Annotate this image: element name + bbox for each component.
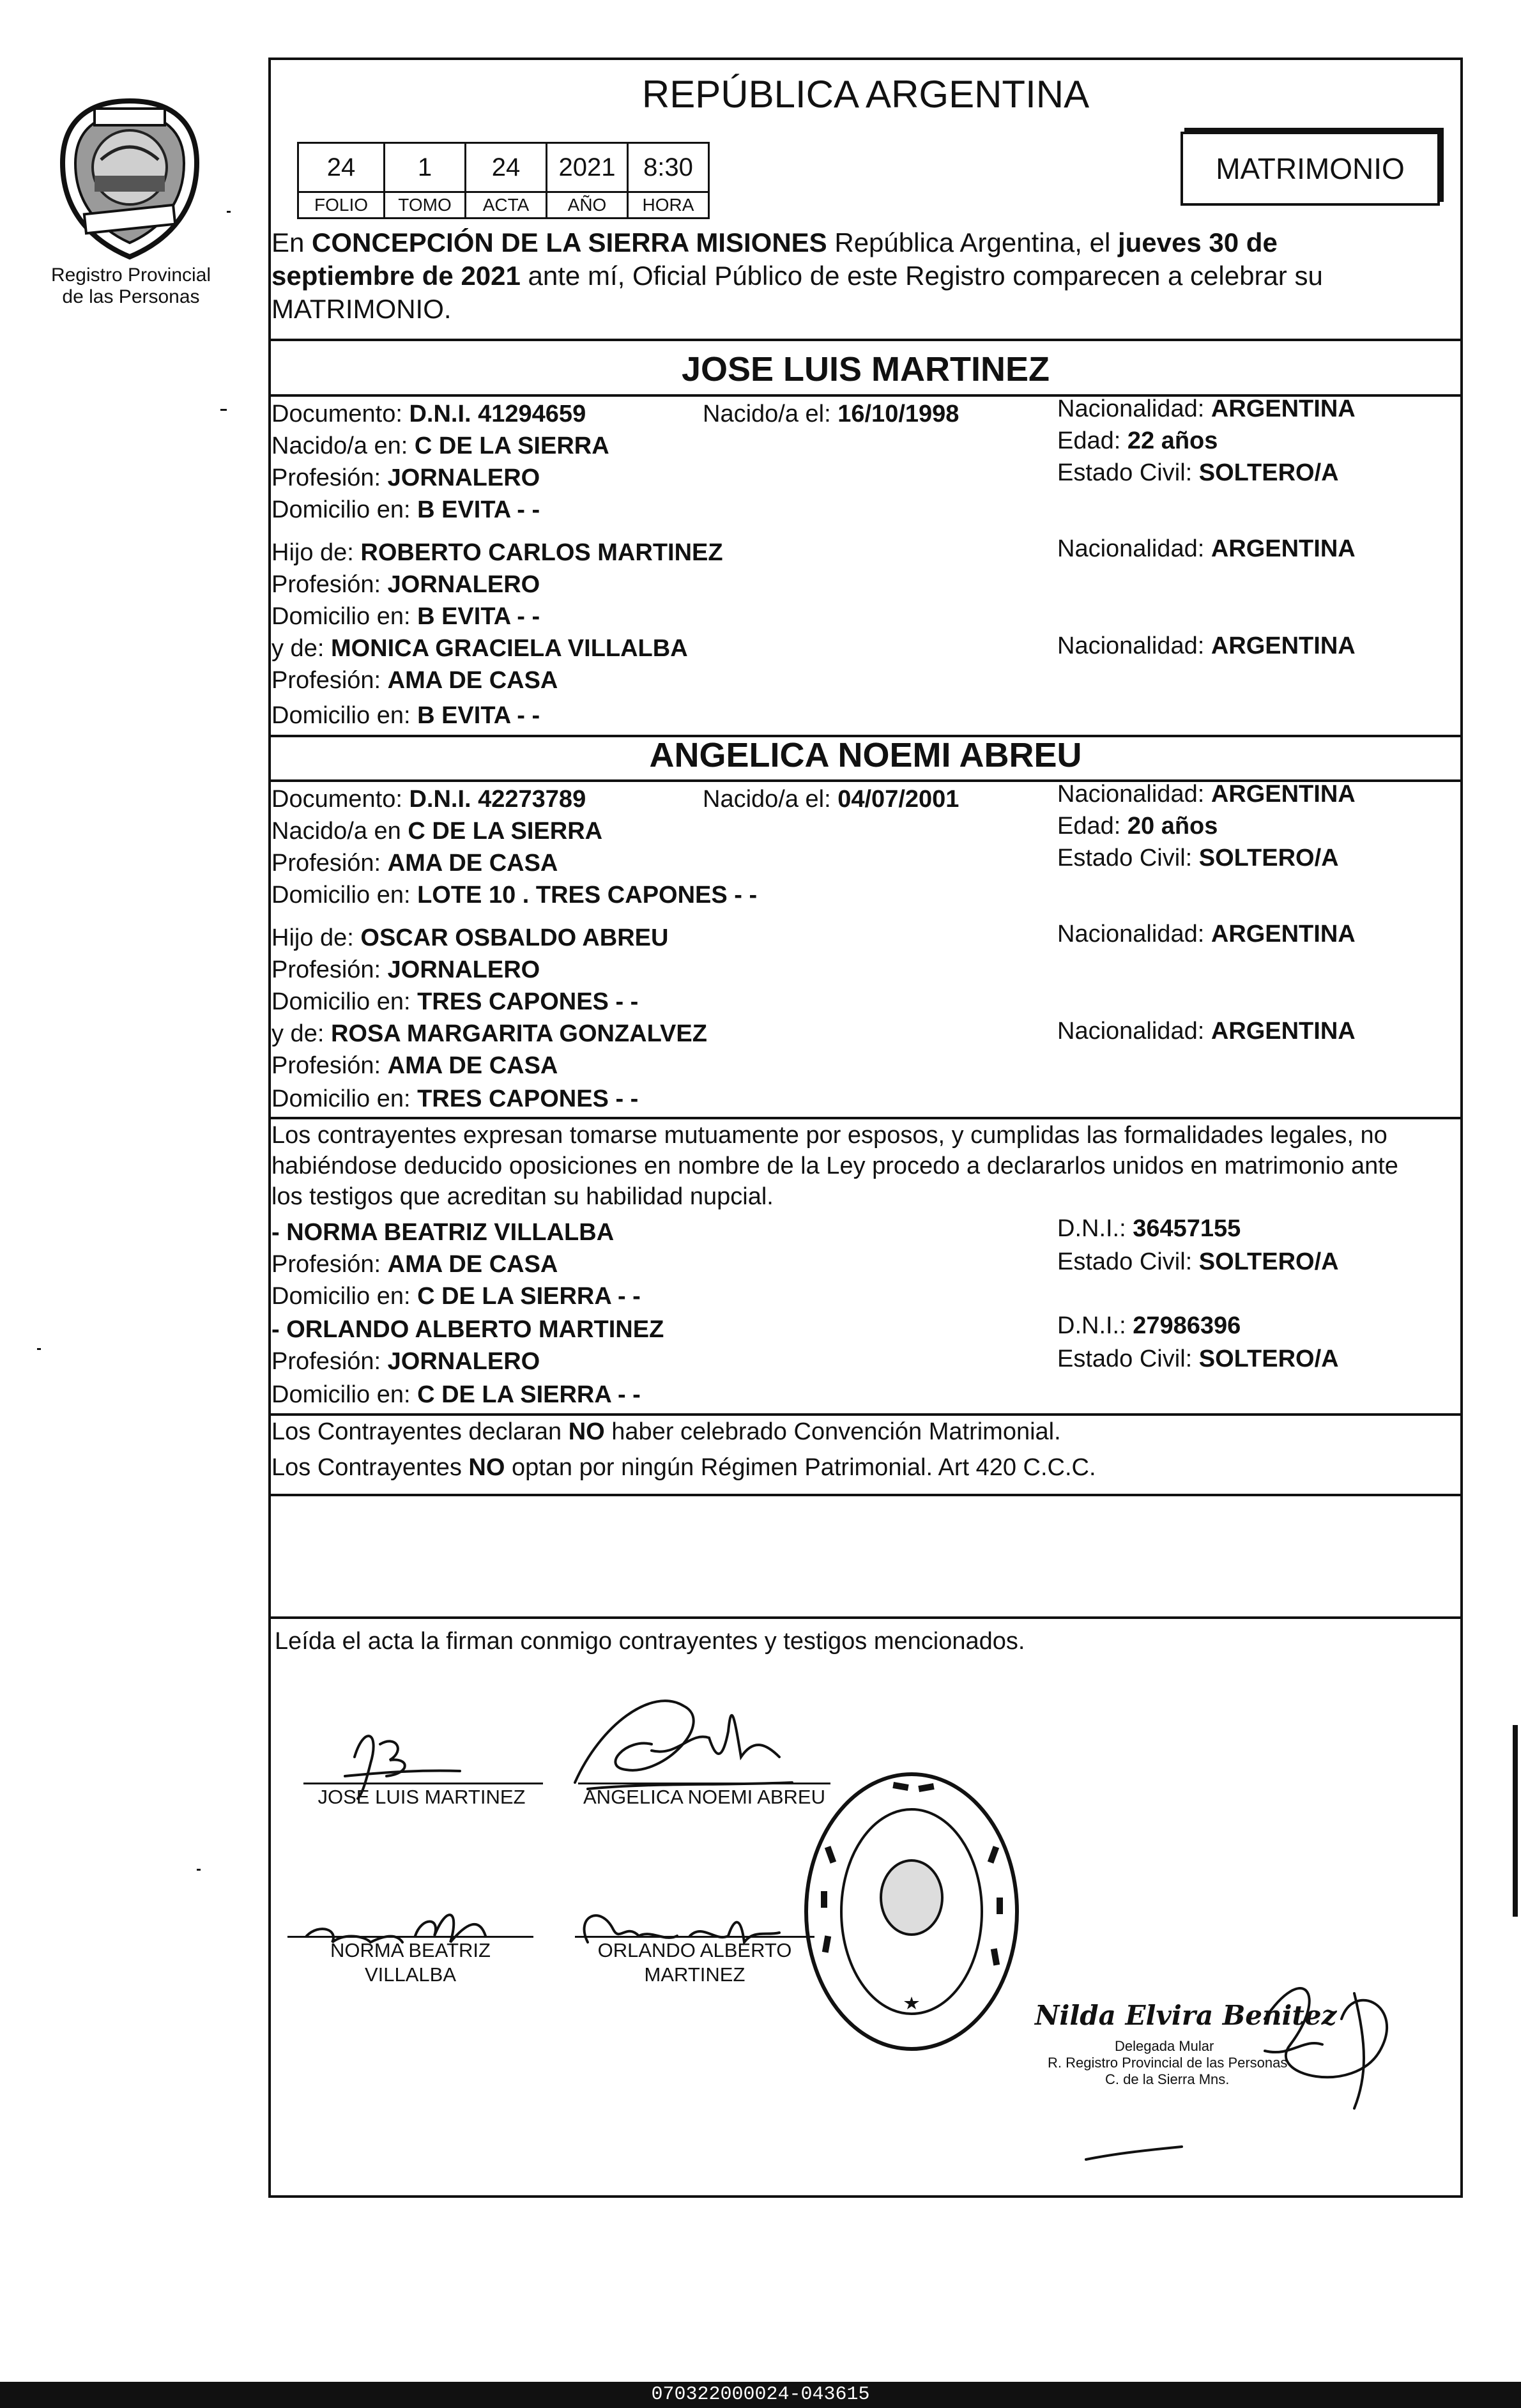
spouse1-profesion: Profesión: JORNALERO xyxy=(271,464,540,491)
signature-label-3a: NORMA BEATRIZ xyxy=(330,1939,491,1961)
witness1-dni: D.N.I.: 36457155 xyxy=(1057,1215,1241,1242)
spouse1-documento: Documento: D.N.I. 41294659 xyxy=(271,401,586,427)
divider xyxy=(268,1494,1463,1496)
spouse2-nacionalidad: Nacionalidad: ARGENTINA xyxy=(1057,781,1356,808)
witness2-dni: D.N.I.: 27986396 xyxy=(1057,1312,1241,1339)
tomo-value: 1 xyxy=(385,143,466,192)
spouse2-mother: y de: ROSA MARGARITA GONZALVEZ xyxy=(271,1020,707,1047)
folio-value: 24 xyxy=(298,143,385,192)
margin-mark xyxy=(37,1348,41,1350)
witness2-name: - ORLANDO ALBERTO MARTINEZ xyxy=(271,1316,664,1343)
intro-date-2: septiembre de 2021 xyxy=(271,261,521,291)
spouse2-nacido-el: Nacido/a el: 04/07/2001 xyxy=(703,786,959,813)
provincial-seal xyxy=(50,96,210,263)
hora-value: 8:30 xyxy=(628,143,709,192)
folio-label: FOLIO xyxy=(298,192,385,219)
act-type-box xyxy=(1181,132,1440,206)
signature-line-2 xyxy=(578,1783,830,1784)
convention-1: Los Contrayentes declaran NO haber celebrado Convención Matrimonial. xyxy=(271,1418,1061,1445)
spouse1-nacionalidad: Nacionalidad: ARGENTINA xyxy=(1057,395,1356,422)
intro-text-3: ante mí, Oficial Público de este Registro comparecen a celebrar su xyxy=(520,261,1323,291)
intro-line-2 xyxy=(271,259,1323,293)
spouse2-documento: Documento: D.N.I. 42273789 xyxy=(271,786,586,813)
margin-mark xyxy=(197,1869,201,1871)
spouse1-domicilio: Domicilio en: B EVITA - - xyxy=(271,496,540,523)
divider xyxy=(268,1616,1463,1619)
intro-date-1: jueves 30 de xyxy=(1117,227,1278,257)
official-line-3: C. de la Sierra Mns. xyxy=(1105,2071,1230,2087)
spouse1-mother: y de: MONICA GRACIELA VILLALBA xyxy=(271,635,688,662)
edge-mark xyxy=(1513,1725,1518,1917)
spouse1-nacido-el: Nacido/a el: 16/10/1998 xyxy=(703,401,959,427)
intro-line-3: MATRIMONIO. xyxy=(271,294,452,324)
spouse2-mother-domicilio: Domicilio en: TRES CAPONES - - xyxy=(271,1085,639,1112)
closing-text: Leída el acta la firman conmigo contrayentes y testigos mencionados. xyxy=(275,1628,1025,1655)
record-grid xyxy=(297,142,710,219)
registry-line-1: Registro Provincial xyxy=(50,265,211,286)
signature-label-2: ANGELICA NOEMI ABREU xyxy=(583,1786,825,1808)
spouse1-father: Hijo de: ROBERTO CARLOS MARTINEZ xyxy=(271,539,723,566)
spouse1-mother-domicilio: Domicilio en: B EVITA - - xyxy=(271,702,540,729)
spouse2-father-profesion: Profesión: JORNALERO xyxy=(271,956,540,983)
signature-line-4 xyxy=(575,1936,814,1938)
spouse1-estado-civil: Estado Civil: SOLTERO/A xyxy=(1057,459,1339,486)
spouse1-father-nacionalidad: Nacionalidad: ARGENTINA xyxy=(1057,535,1356,562)
hora-label: HORA xyxy=(628,192,709,219)
spouse2-profesion: Profesión: AMA DE CASA xyxy=(271,850,558,877)
spouse1-edad: Edad: 22 años xyxy=(1057,427,1218,454)
official-line-1: Delegada Mular xyxy=(1115,2038,1214,2054)
margin-mark xyxy=(227,211,231,213)
intro-place: CONCEPCIÓN DE LA SIERRA MISIONES xyxy=(312,227,827,257)
convention-2: Los Contrayentes NO optan por ningún Régimen Patrimonial. Art 420 C.C.C. xyxy=(271,1454,1096,1481)
signature-line-3 xyxy=(287,1936,533,1938)
acta-value: 24 xyxy=(466,143,547,192)
signature-label-3b: VILLALBA xyxy=(364,1963,457,1986)
spouse1-name: JOSE LUIS MARTINEZ xyxy=(681,350,1050,388)
witness1-estado-civil: Estado Civil: SOLTERO/A xyxy=(1057,1248,1339,1275)
signature-label-4a: ORLANDO ALBERTO xyxy=(597,1939,792,1961)
witness2-profesion: Profesión: JORNALERO xyxy=(271,1348,540,1375)
spouse2-domicilio: Domicilio en: LOTE 10 . TRES CAPONES - - xyxy=(271,882,758,909)
spouse2-name: ANGELICA NOEMI ABREU xyxy=(649,736,1082,774)
spouse1-mother-nacionalidad: Nacionalidad: ARGENTINA xyxy=(1057,633,1356,659)
declaration-line-2: habiéndose deducido oposiciones en nombre de la Ley procedo a declararlos unidos en matrimonio ante xyxy=(271,1153,1398,1179)
intro-text-2: República Argentina, el xyxy=(827,227,1118,257)
tomo-label: TOMO xyxy=(385,192,466,219)
spouse2-mother-nacionalidad: Nacionalidad: ARGENTINA xyxy=(1057,1018,1356,1045)
witness2-estado-civil: Estado Civil: SOLTERO/A xyxy=(1057,1346,1339,1372)
spouse2-father: Hijo de: OSCAR OSBALDO ABREU xyxy=(271,924,669,951)
spouse2-nacido-en: Nacido/a en C DE LA SIERRA xyxy=(271,818,603,845)
spouse2-father-domicilio: Domicilio en: TRES CAPONES - - xyxy=(271,988,639,1015)
signature-label-1: JOSE LUIS MARTINEZ xyxy=(317,1786,526,1808)
footer-code: 070322000024-043615 xyxy=(651,2384,870,2405)
spouse2-mother-profesion: Profesión: AMA DE CASA xyxy=(271,1052,558,1079)
spouse1-nacido-en: Nacido/a en: C DE LA SIERRA xyxy=(271,433,609,459)
spouse2-father-nacionalidad: Nacionalidad: ARGENTINA xyxy=(1057,921,1356,947)
intro-text-1: En xyxy=(271,227,312,257)
declaration-line-1: Los contrayentes expresan tomarse mutuamente por esposos, y cumplidas las formalidades legales, no xyxy=(271,1122,1387,1149)
spouse1-father-profesion: Profesión: JORNALERO xyxy=(271,571,540,598)
intro-line-1 xyxy=(271,226,1278,259)
witness1-name: - NORMA BEATRIZ VILLALBA xyxy=(271,1219,615,1246)
official-line-2: R. Registro Provincial de las Personas xyxy=(1048,2055,1288,2071)
signature-label-4b: MARTINEZ xyxy=(644,1963,745,1986)
page-title: REPÚBLICA ARGENTINA xyxy=(641,73,1090,116)
official-stamp xyxy=(802,1770,1022,2054)
declaration-line-3: los testigos que acreditan su habilidad nupcial. xyxy=(271,1183,774,1210)
divider xyxy=(268,339,1463,341)
spouse2-estado-civil: Estado Civil: SOLTERO/A xyxy=(1057,845,1339,871)
signature-line-1 xyxy=(303,1783,543,1784)
witness1-profesion: Profesión: AMA DE CASA xyxy=(271,1251,558,1278)
ano-value: 2021 xyxy=(547,143,628,192)
spouse1-father-domicilio: Domicilio en: B EVITA - - xyxy=(271,603,540,630)
spouse1-mother-profesion: Profesión: AMA DE CASA xyxy=(271,667,558,694)
acta-label: ACTA xyxy=(466,192,547,219)
official-signature: Nilda Elvira Benitez xyxy=(1035,2000,1337,2031)
footer-bar xyxy=(0,2382,1521,2408)
registry-line-2: de las Personas xyxy=(62,286,200,307)
witness2-domicilio: Domicilio en: C DE LA SIERRA - - xyxy=(271,1381,641,1408)
witness1-domicilio: Domicilio en: C DE LA SIERRA - - xyxy=(271,1283,641,1310)
act-type: MATRIMONIO xyxy=(1216,152,1405,185)
ano-label: AÑO xyxy=(547,192,628,219)
margin-mark xyxy=(220,409,227,411)
spouse2-edad: Edad: 20 años xyxy=(1057,813,1218,840)
